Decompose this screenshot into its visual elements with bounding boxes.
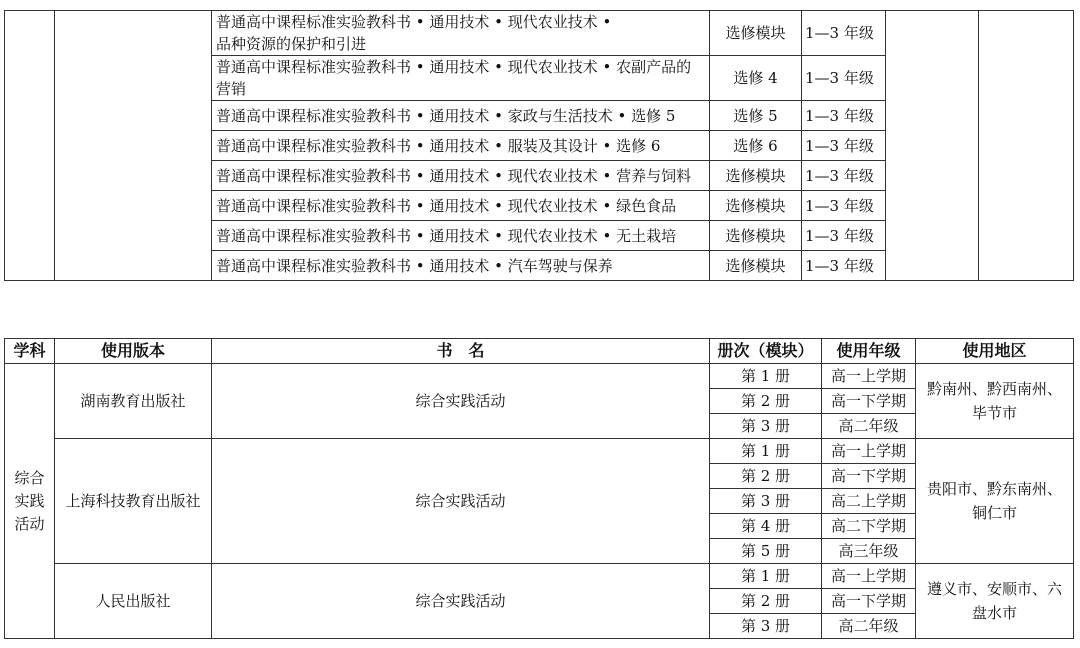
region-cell-empty bbox=[886, 11, 979, 281]
grade-cell: 高一下学期 bbox=[822, 589, 916, 614]
book-title-cell: 普通高中课程标准实验教科书 • 通用技术 • 服装及其设计 • 选修 6 bbox=[212, 131, 710, 161]
edition-cell-empty bbox=[55, 11, 212, 281]
book-name-cell: 综合实践活动 bbox=[212, 364, 710, 439]
volume-cell: 第 5 册 bbox=[710, 539, 822, 564]
table-row bbox=[5, 564, 1074, 589]
volume-cell: 第 3 册 bbox=[710, 614, 822, 639]
volume-cell: 第 4 册 bbox=[710, 514, 822, 539]
grade-cell: 1—3 年级 bbox=[802, 161, 886, 191]
volume-cell: 选修 5 bbox=[710, 101, 802, 131]
book-title-cell: 普通高中课程标准实验教科书 • 通用技术 • 现代农业技术 • 农副产品的营销 bbox=[212, 56, 710, 101]
grade-cell: 高三年级 bbox=[822, 539, 916, 564]
volume-cell: 选修 4 bbox=[710, 56, 802, 101]
book-name-cell: 综合实践活动 bbox=[212, 439, 710, 564]
volume-cell: 选修模块 bbox=[710, 11, 802, 56]
subject-cell-empty bbox=[5, 11, 55, 281]
grade-cell: 1—3 年级 bbox=[802, 191, 886, 221]
volume-cell: 选修模块 bbox=[710, 221, 802, 251]
grade-cell: 高二年级 bbox=[822, 614, 916, 639]
book-title-cell: 普通高中课程标准实验教科书 • 通用技术 • 汽车驾驶与保养 bbox=[212, 251, 710, 281]
volume-cell: 第 3 册 bbox=[710, 489, 822, 514]
volume-cell: 第 2 册 bbox=[710, 464, 822, 489]
volume-cell: 第 1 册 bbox=[710, 564, 822, 589]
book-title-cell: 普通高中课程标准实验教科书 • 通用技术 • 现代农业技术 • 绿色食品 bbox=[212, 191, 710, 221]
subject-cell: 综合 实践 活动 bbox=[5, 364, 55, 639]
header-region: 使用地区 bbox=[916, 339, 1074, 364]
grade-cell: 高一上学期 bbox=[822, 564, 916, 589]
grade-cell: 高一上学期 bbox=[822, 439, 916, 464]
region-cell: 贵阳市、黔东南州、 铜仁市 bbox=[916, 439, 1074, 564]
header-book-name: 书 名 bbox=[212, 339, 710, 364]
grade-cell: 高二年级 bbox=[822, 414, 916, 439]
volume-cell: 第 1 册 bbox=[710, 439, 822, 464]
textbook-table-continued bbox=[4, 10, 1074, 281]
header-row bbox=[5, 339, 1074, 364]
grade-cell: 1—3 年级 bbox=[802, 131, 886, 161]
region-cell: 遵义市、安顺市、六 盘水市 bbox=[916, 564, 1074, 639]
grade-cell: 1—3 年级 bbox=[802, 221, 886, 251]
volume-cell: 选修模块 bbox=[710, 251, 802, 281]
volume-cell: 选修模块 bbox=[710, 161, 802, 191]
grade-cell: 高二下学期 bbox=[822, 514, 916, 539]
volume-cell: 第 2 册 bbox=[710, 589, 822, 614]
grade-cell: 1—3 年级 bbox=[802, 251, 886, 281]
volume-cell: 选修模块 bbox=[710, 191, 802, 221]
volume-cell: 第 3 册 bbox=[710, 414, 822, 439]
extra-cell-empty bbox=[979, 11, 1074, 281]
grade-cell: 高一下学期 bbox=[822, 389, 916, 414]
book-title-cell: 普通高中课程标准实验教科书 • 通用技术 • 现代农业技术 • 营养与饲料 bbox=[212, 161, 710, 191]
practice-activity-table-body bbox=[5, 364, 1074, 639]
grade-cell: 高一下学期 bbox=[822, 464, 916, 489]
header-edition: 使用版本 bbox=[55, 339, 212, 364]
table-row bbox=[5, 364, 1074, 389]
edition-cell: 人民出版社 bbox=[55, 564, 212, 639]
grade-cell: 1—3 年级 bbox=[802, 56, 886, 101]
edition-cell: 湖南教育出版社 bbox=[55, 364, 212, 439]
edition-cell: 上海科技教育出版社 bbox=[55, 439, 212, 564]
table-row bbox=[5, 439, 1074, 464]
grade-cell: 高二上学期 bbox=[822, 489, 916, 514]
volume-cell: 第 2 册 bbox=[710, 389, 822, 414]
textbook-table-body bbox=[5, 11, 1074, 281]
grade-cell: 1—3 年级 bbox=[802, 101, 886, 131]
book-name-cell: 综合实践活动 bbox=[212, 564, 710, 639]
grade-cell: 高一上学期 bbox=[822, 364, 916, 389]
book-title-cell: 普通高中课程标准实验教科书 • 通用技术 • 现代农业技术 • 品种资源的保护和引进 bbox=[212, 11, 710, 56]
book-title-cell: 普通高中课程标准实验教科书 • 通用技术 • 现代农业技术 • 无土栽培 bbox=[212, 221, 710, 251]
volume-cell: 第 1 册 bbox=[710, 364, 822, 389]
header-volume: 册次（模块） bbox=[710, 339, 822, 364]
header-subject: 学科 bbox=[5, 339, 55, 364]
practice-activity-table bbox=[4, 338, 1074, 639]
region-cell: 黔南州、黔西南州、 毕节市 bbox=[916, 364, 1074, 439]
book-title-cell: 普通高中课程标准实验教科书 • 通用技术 • 家政与生活技术 • 选修 5 bbox=[212, 101, 710, 131]
grade-cell: 1—3 年级 bbox=[802, 11, 886, 56]
volume-cell: 选修 6 bbox=[710, 131, 802, 161]
header-grade: 使用年级 bbox=[822, 339, 916, 364]
table-row bbox=[5, 11, 1074, 56]
